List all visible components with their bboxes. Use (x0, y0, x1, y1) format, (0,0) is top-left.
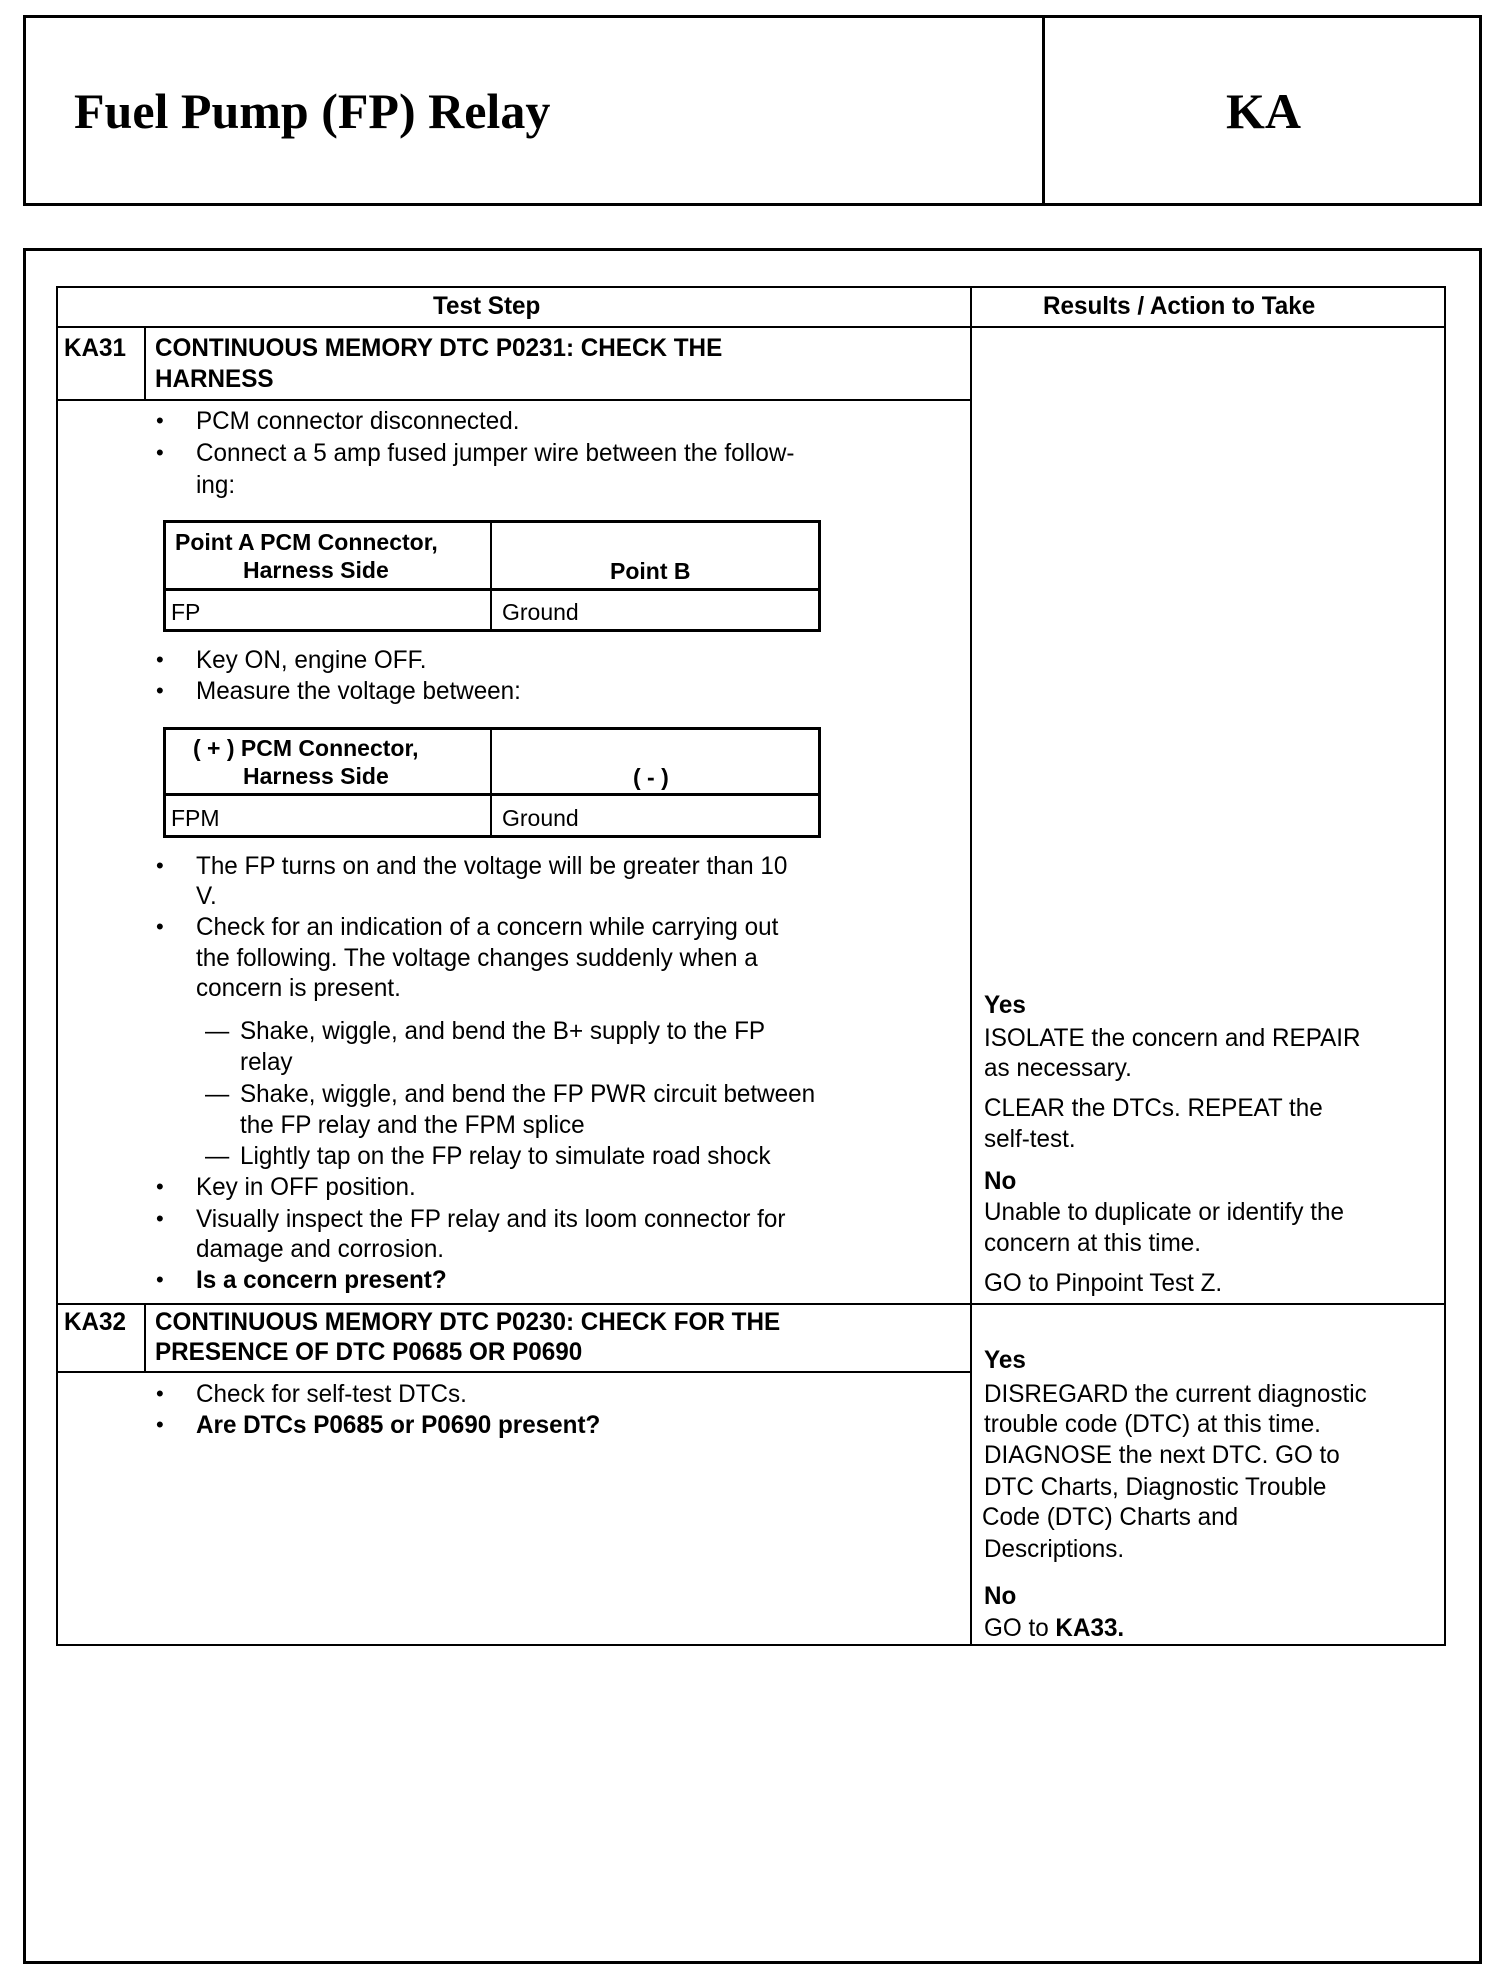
bullet-icon: • (156, 914, 164, 939)
instruction: Check for self-test DTCs. (196, 1380, 467, 1408)
result-yes-label: Yes (984, 991, 1026, 1019)
instruction: The FP turns on and the voltage will be greater than 10 (196, 852, 788, 880)
instruction: damage and corrosion. (196, 1235, 445, 1263)
step-title: CONTINUOUS MEMORY DTC P0231: CHECK THE (155, 334, 723, 362)
instruction: the following. The voltage changes suddenly when a (196, 944, 758, 972)
ka33-link[interactable]: KA33. (1055, 1614, 1125, 1642)
jumper-table-col-line (490, 520, 492, 632)
dash-icon: — (205, 1080, 230, 1108)
instruction: Key in OFF position. (196, 1173, 416, 1201)
result-yes-text: ISOLATE the concern and REPAIR (984, 1024, 1361, 1052)
result-yes-text: Descriptions. (984, 1535, 1125, 1563)
sub-instruction: Shake, wiggle, and bend the B+ supply to the FP (240, 1017, 766, 1045)
result-no-text: Unable to duplicate or identify the (984, 1198, 1344, 1226)
header-divider (1042, 15, 1045, 206)
bullet-icon: • (156, 1267, 164, 1292)
sub-instruction: Lightly tap on the FP relay to simulate road shock (240, 1142, 771, 1170)
result-yes-label: Yes (984, 1346, 1026, 1374)
jumper-table-header: Point A PCM Connector, (175, 529, 438, 555)
bullet-icon: • (156, 1206, 164, 1231)
voltage-table-col-line (490, 727, 492, 838)
table-header-line (56, 326, 1446, 328)
step-title: HARNESS (155, 365, 274, 393)
jumper-table-cell: Ground (502, 599, 579, 625)
step-id: KA32 (64, 1308, 127, 1336)
results-column-divider (970, 286, 972, 1646)
bullet-icon: • (156, 1381, 164, 1406)
instruction: ing: (196, 471, 236, 499)
instruction: PCM connector disconnected. (196, 407, 520, 435)
result-no-label: No (984, 1167, 1017, 1195)
result-yes-text: DISREGARD the current diagnostic (984, 1380, 1367, 1408)
page-title: Fuel Pump (FP) Relay (74, 83, 551, 139)
jumper-table-header: Harness Side (243, 557, 389, 583)
result-no-text (984, 1613, 1124, 1643)
question: Is a concern present? (196, 1266, 447, 1294)
ka32-title-line (56, 1371, 971, 1373)
voltage-table-header-line (163, 793, 821, 796)
result-yes-text: DTC Charts, Diagnostic Trouble (984, 1473, 1327, 1501)
bullet-icon: • (156, 1174, 164, 1199)
go-to-prefix: GO to (984, 1614, 1056, 1642)
bullet-icon: • (156, 1412, 164, 1437)
step-id-divider-ka31 (144, 326, 146, 399)
result-yes-text: trouble code (DTC) at this time. (984, 1410, 1321, 1438)
sub-instruction: the FP relay and the FPM splice (240, 1111, 585, 1139)
voltage-table-cell: FPM (171, 805, 220, 831)
result-yes-text: self-test. (984, 1125, 1076, 1153)
result-yes-text: Code (DTC) Charts and (982, 1503, 1239, 1531)
result-no-text: GO to Pinpoint Test Z. (984, 1269, 1223, 1297)
voltage-table-cell: Ground (502, 805, 579, 831)
question: Are DTCs P0685 or P0690 present? (196, 1411, 601, 1439)
bullet-icon: • (156, 678, 164, 703)
step-id: KA31 (64, 334, 127, 362)
bullet-icon: • (156, 408, 164, 433)
result-yes-text: as necessary. (984, 1054, 1132, 1082)
bullet-icon: • (156, 647, 164, 672)
step-separator (56, 1303, 1446, 1305)
column-header-results: Results / Action to Take (1043, 292, 1316, 320)
sub-instruction: Shake, wiggle, and bend the FP PWR circuit between (240, 1080, 816, 1108)
bullet-icon: • (156, 853, 164, 878)
step-title: CONTINUOUS MEMORY DTC P0230: CHECK FOR THE (155, 1308, 781, 1336)
dash-icon: — (205, 1142, 230, 1170)
instruction: Measure the voltage between: (196, 677, 521, 705)
step-id-divider-ka32 (144, 1303, 146, 1371)
instruction: Visually inspect the FP relay and its loom connector for (196, 1205, 786, 1233)
column-header-test-step: Test Step (433, 292, 541, 320)
voltage-table-header: Harness Side (243, 763, 389, 789)
sub-instruction: relay (240, 1048, 293, 1076)
result-no-label: No (984, 1582, 1017, 1610)
dash-icon: — (205, 1017, 230, 1045)
result-yes-text: CLEAR the DTCs. REPEAT the (984, 1094, 1323, 1122)
instruction: V. (196, 882, 217, 910)
bullet-icon: • (156, 440, 164, 465)
result-yes-text: DIAGNOSE the next DTC. GO to (984, 1441, 1340, 1469)
ka31-title-line (56, 399, 971, 401)
instruction: Check for an indication of a concern while carrying out (196, 913, 779, 941)
jumper-table-header: Point B (610, 558, 691, 584)
result-no-text: concern at this time. (984, 1229, 1202, 1257)
step-title: PRESENCE OF DTC P0685 OR P0690 (155, 1338, 583, 1366)
instruction: concern is present. (196, 974, 401, 1002)
instruction: Connect a 5 amp fused jumper wire between the follow- (196, 439, 795, 467)
jumper-table-cell: FP (171, 599, 201, 625)
jumper-table-header-line (163, 588, 821, 591)
instruction: Key ON, engine OFF. (196, 646, 427, 674)
voltage-table-header: ( + ) PCM Connector, (193, 735, 419, 761)
section-code: KA (1226, 83, 1301, 139)
voltage-table-header: ( - ) (633, 764, 669, 790)
